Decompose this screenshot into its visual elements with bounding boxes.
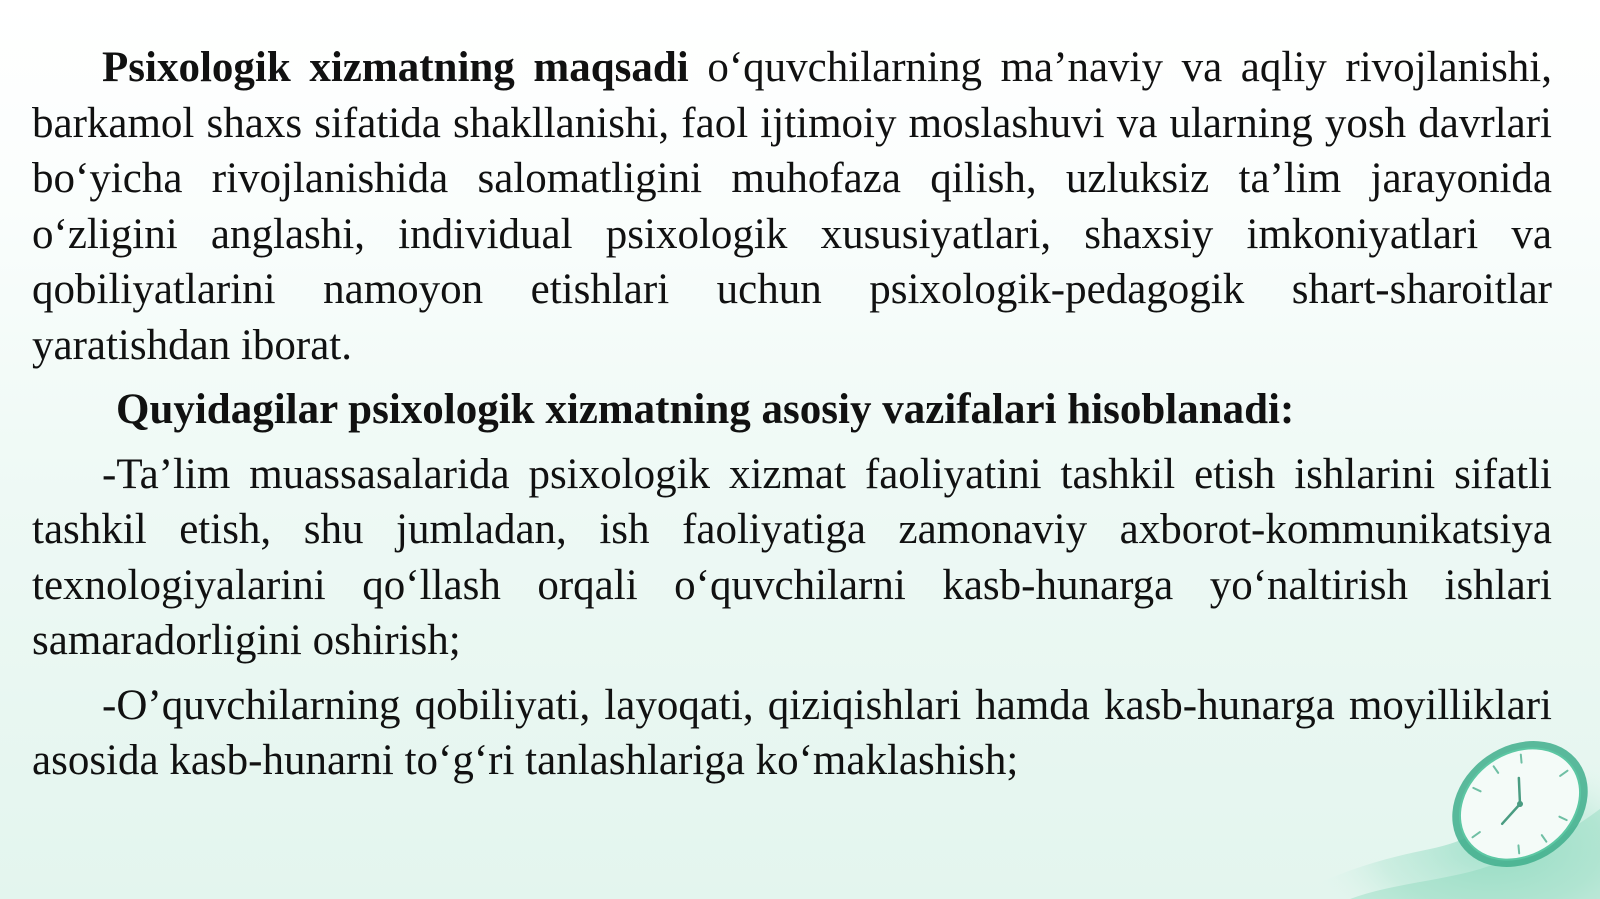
task-item: -O’quvchilarning qobiliyati, layoqati, qiziqishlari hamda kasb-hunarga moyilliklari asosida kasb-hunarni to‘g‘ri tanlashlariga ko‘maklashish;: [32, 681, 1552, 784]
goal-text: o‘quvchilarning ma’naviy va aqliy rivojlanishi, barkamol shaxs sifatida shakllanishi, faol ijtimoiy moslashuvi va ularning yosh davrlari bo‘yicha rivojlanishida salomatligini muhofaza qilish, uzluksiz ta’lim jarayonida o‘zligini anglashi, individual psixologik xususiyatlari, shaxsiy imkoniyatlari va qobiliyatlarini namoyon etishlari uchun psixologik-pedagogik shart-sharoitlar yaratishdan iborat.: [32, 44, 1552, 369]
slide-body: [32, 40, 1552, 789]
goal-paragraph: [32, 40, 1552, 373]
goal-lead: Psixologik xizmatning maqsadi: [102, 44, 689, 91]
clock-decoration: [1270, 699, 1600, 899]
task-item: -Ta’lim muassasalarida psixologik xizmat faoliyatini tashkil etish ishlarini sifatli tashkil etish, shu jumladan, ish faoliyatiga zamonaviy axborot-kommunikatsiya texnologiyalarini qo‘llash orqali o‘quvchilarni kasb-hunarga yo‘naltirish ishlari samaradorligini oshirish;: [32, 450, 1552, 664]
tasks-heading: Quyidagilar psixologik xizmatning asosiy vazifalari hisoblanadi:: [116, 386, 1295, 433]
